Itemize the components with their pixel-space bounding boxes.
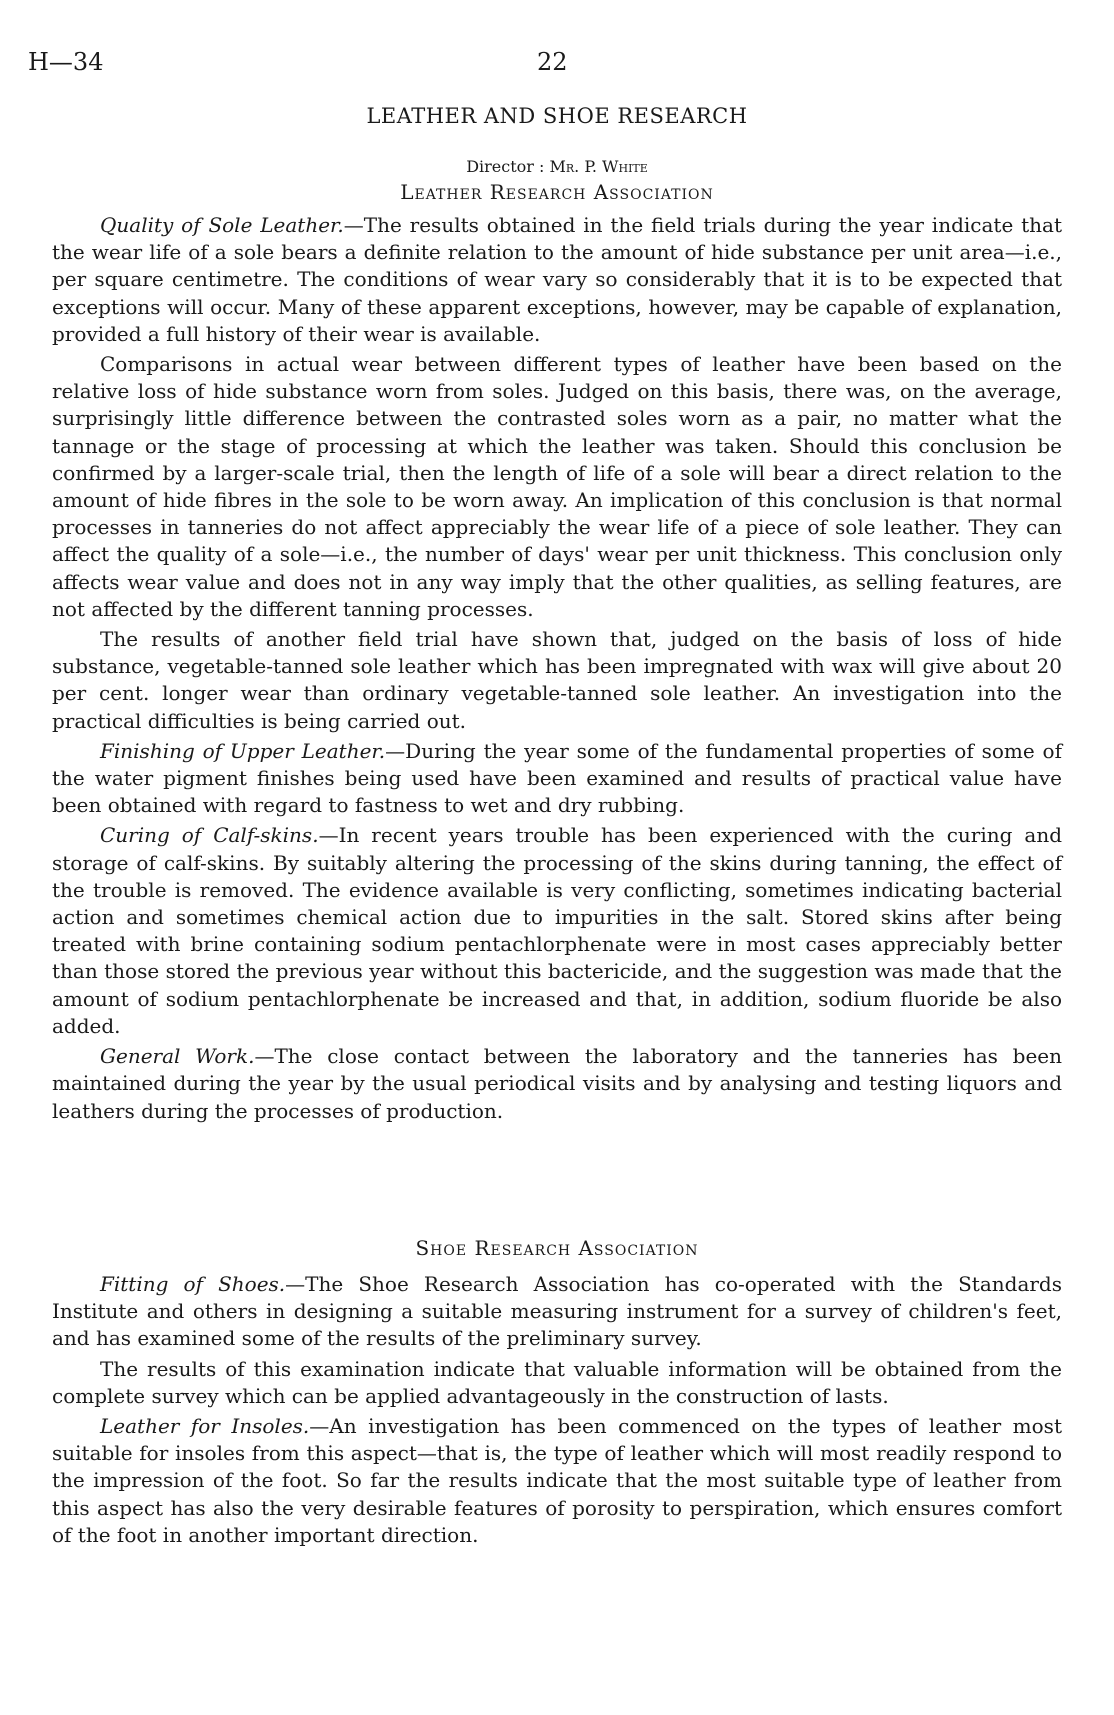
paragraph [52,1271,1062,1353]
paragraph-text: —An investigation has been commenced on the types of leather most suitable for insoles from this aspect—that is, the type of leather which will most readily respond to the impression of the foot. So far the results indicate that the most suitable type of leather from this aspect has also the very desirable features of porosity to perspiration, which ensures comfort of the foot in another important direction. [52,1414,1062,1547]
section-body-leather [52,212,1062,1128]
report-code: H—34 [28,48,104,76]
paragraph [52,738,1062,820]
paragraph-text: —During the year some of the fundamental properties of some of the water pigment finishes being used have been examined and results of practical value have been obtained with regard to fastness to wet and dry rubbing. [52,738,1062,818]
paragraph-lead: Curing of Calf-skins. [100,823,319,848]
paragraph [52,1356,1062,1410]
paragraph [52,626,1062,735]
director-name: Mr. P. White [549,157,648,176]
section-body-shoe [52,1271,1062,1552]
paragraph-lead: Leather for Insoles. [100,1414,310,1439]
paragraph-text: The results of this examination indicate that valuable information will be obtained from the complete survey which can be applied advantageously in the construction of lasts. [52,1356,1062,1408]
page-title: LEATHER AND SHOE RESEARCH [366,104,748,128]
paragraph [52,1043,1062,1125]
paragraph-text: —In recent years trouble has been experienced with the curing and storage of calf-skins. By suitably altering the processing of the skins during tanning, the effect of the trouble is removed. The evidence available is very conflicting, sometimes indicating bacterial action and sometimes chemical action due to impurities in the salt. Stored skins after being treated with brine containing sodium pentachlorphenate were in most cases appreciably better than those stored the previous year without this bactericide, and the suggestion was made that the amount of sodium pentachlorphenate be increased and that, in addition, sodium fluoride be also added. [52,823,1062,1038]
page-number: 22 [537,48,568,76]
section-heading-leather: Leather Research Association [400,180,714,204]
paragraph-text: Comparisons in actual wear between different types of leather have been based on the relative loss of hide substance worn from soles. Judged on this basis, there was, on the average, surprisingly little difference between the contrasted soles worn as a pair, no matter what the tannage or the stage of processing at which the leather was taken. Should this conclusion be confirmed by a larger-scale trial, then the length of life of a sole will bear a direct relation to the amount of hide fibres in the sole to be worn away. An implication of this conclusion is that normal processes in tanneries do not affect appreciably the wear life of a piece of sole leather. They can affect the quality of a sole—i.e., the number of days' wear per unit thickness. This conclusion only affects wear value and does not in any way imply that the other qualities, as selling features, are not affected by the different tanning processes. [52,352,1062,621]
paragraph-text: The results of another field trial have shown that, judged on the basis of loss of hide substance, vegetable-tanned sole leather which has been impregnated with wax will give about 20 per cent. longer wear than ordinary vegetable-tanned sole leather. An investigation into the practical difficulties is being carried out. [52,627,1062,733]
section-heading-shoe: Shoe Research Association [415,1236,699,1260]
director-label: Director : [466,157,545,176]
paragraph-lead: General Work. [100,1044,255,1069]
paragraph [52,212,1062,348]
paragraph-lead: Fitting of Shoes. [100,1272,286,1296]
director-line [0,157,1114,176]
paragraph [52,822,1062,1040]
paragraph-text: —The Shoe Research Association has co-operated with the Standards Institute and others in designing a suitable measuring instrument for a survey of children's feet, and has examined some of the results of the preliminary survey. [52,1272,1062,1351]
paragraph-text: —The close contact between the laboratory and the tanneries has been maintained during the year by the usual periodical visits and by analysing and testing liquors and leathers during the processes of production. [52,1044,1063,1123]
paragraph [52,1413,1062,1549]
paragraph-text: —The results obtained in the field trials during the year indicate that the wear life of a sole bears a definite relation to the amount of hide substance per unit area—i.e., per square centimetre. The conditions of wear vary so considerably that it is to be expected that exceptions will occur. Many of these apparent exceptions, however, may be capable of explanation, provided a full history of their wear is available. [52,213,1062,346]
paragraph-lead: Finishing of Upper Leather. [100,738,386,763]
paragraph-lead: Quality of Sole Leather. [100,213,344,237]
paragraph [52,351,1062,623]
